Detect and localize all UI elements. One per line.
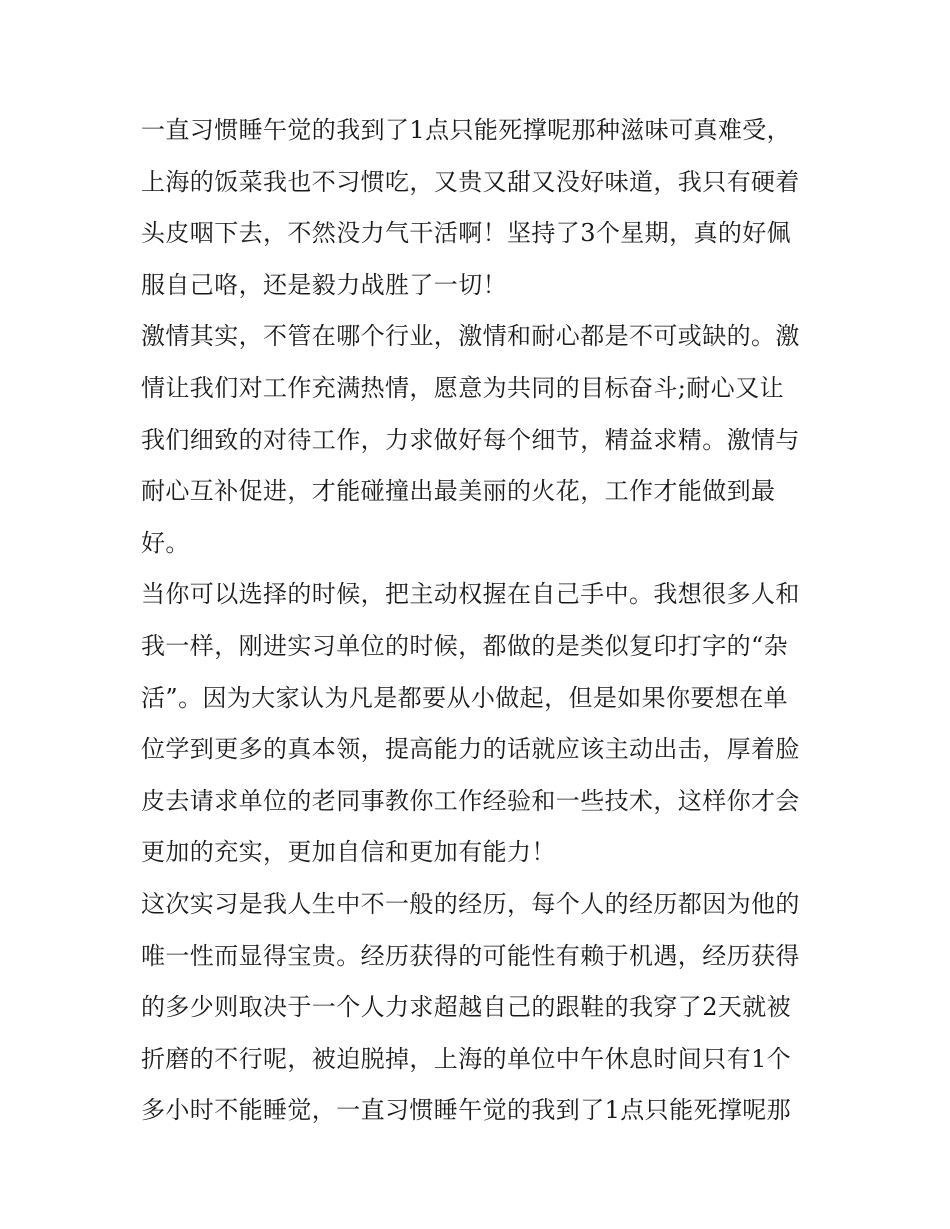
text-line: 好。 bbox=[141, 528, 190, 557]
text-line: 这次实习是我人生中不一般的经历，每个人的经历都因为他的 bbox=[141, 889, 800, 918]
body-text bbox=[141, 105, 821, 1137]
text-line: 头皮咽下去，不然没力气干活啊！坚持了3个星期，真的好佩 bbox=[141, 219, 792, 248]
text-line: 唯一性而显得宝贵。经历获得的可能性有赖于机遇，经历获得 bbox=[141, 941, 800, 970]
text-line: 激情其实，不管在哪个行业，激情和耐心都是不可或缺的。激 bbox=[141, 322, 800, 351]
text-line: 更加的充实，更加自信和更加有能力！ bbox=[141, 838, 556, 867]
text-line: 我们细致的对待工作，力求做好每个细节，精益求精。激情与 bbox=[141, 425, 800, 454]
text-line: 我一样，刚进实习单位的时候，都做的是类似复印打字的“杂 bbox=[141, 631, 789, 660]
text-line: 耐心互补促进，才能碰撞出最美丽的火花，工作才能做到最 bbox=[141, 477, 776, 506]
text-line: 情让我们对工作充满热情，愿意为共同的目标奋斗;耐心又让 bbox=[141, 373, 784, 402]
text-line: 的多少则取决于一个人力求超越自己的跟鞋的我穿了2天就被 bbox=[141, 993, 792, 1022]
text-line: 当你可以选择的时候，把主动权握在自己手中。我想很多人和 bbox=[141, 580, 800, 609]
text-line: 服自己咯，还是毅力战胜了一切！ bbox=[141, 270, 507, 299]
text-line: 皮去请求单位的老同事教你工作经验和一些技术，这样你才会 bbox=[141, 786, 800, 815]
text-line: 位学到更多的真本领，提高能力的话就应该主动出击，厚着脸 bbox=[141, 735, 800, 764]
text-line: 上海的饭菜我也不习惯吃，又贵又甜又没好味道，我只有硬着 bbox=[141, 167, 800, 196]
text-line: 一直习惯睡午觉的我到了1点只能死撑呢那种滋味可真难受， bbox=[141, 116, 792, 144]
text-line: 活”。因为大家认为凡是都要从小做起，但是如果你要想在单 bbox=[141, 683, 789, 712]
text-line: 多小时不能睡觉，一直习惯睡午觉的我到了1点只能死撑呢那 bbox=[141, 1096, 792, 1125]
text-line: 折磨的不行呢，被迫脱掉，上海的单位中午休息时间只有1个 bbox=[141, 1044, 792, 1073]
